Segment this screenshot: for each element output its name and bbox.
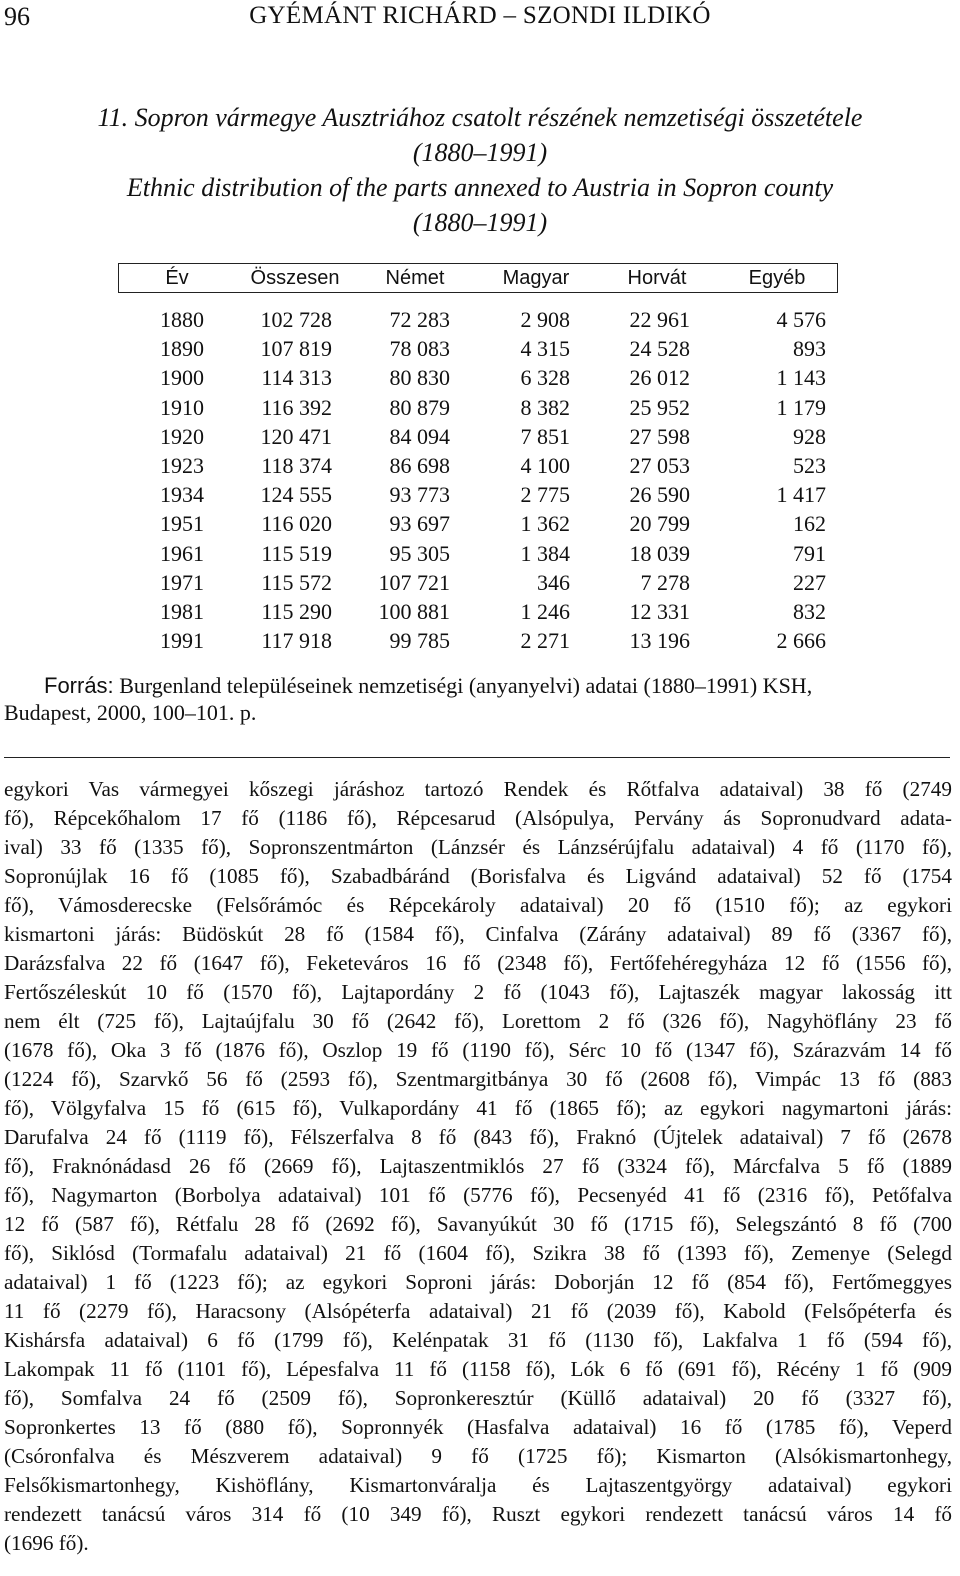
table-caption xyxy=(0,100,960,240)
table-cell: 1961 xyxy=(160,540,204,566)
table-cell: 95 305 xyxy=(389,540,450,566)
table-cell: 114 313 xyxy=(261,365,332,391)
table-row xyxy=(118,422,838,451)
table-cell: 72 283 xyxy=(389,307,450,332)
table-row xyxy=(118,480,838,509)
table-cell: 2 666 xyxy=(776,628,826,654)
table-cell: 1934 xyxy=(160,482,204,508)
source-label: Forrás: xyxy=(44,673,114,698)
table-cell: 1890 xyxy=(160,336,204,362)
body-text-line: fő), Fraknónádasd 26 fő (2669 fő), Lajtaszentmiklós 27 fő (3324 fő), Márcfalva 5 fő (1889 xyxy=(4,1154,952,1178)
table-cell: 4 576 xyxy=(776,307,826,332)
running-title: GYÉMÁNT RICHÁRD – SZONDI ILDIKÓ xyxy=(249,2,711,29)
table-cell: 1 417 xyxy=(776,482,826,508)
table-header-row xyxy=(118,263,838,293)
body-text-line: fő), Völgyfalva 15 fő (615 fő), Vulkapordány 41 fő (1865 fő); az egykori nagymartoni járás: xyxy=(4,1096,952,1120)
caption-line: (1880–1991) xyxy=(412,208,548,237)
table-cell: 13 196 xyxy=(629,628,690,654)
page-header xyxy=(0,0,960,40)
table-cell: 117 918 xyxy=(261,628,332,654)
table-cell: 102 728 xyxy=(260,307,332,332)
body-text-line: Felsőkismartonhegy, Kishöflány, Kismartonváralja és Lajtaszentgyörgy adataival) egykori xyxy=(4,1473,952,1497)
table-cell: 7 278 xyxy=(640,569,690,595)
table-row xyxy=(118,509,838,538)
table-cell: 162 xyxy=(793,511,826,537)
column-header-german: Német xyxy=(385,267,445,289)
table-cell: 6 328 xyxy=(520,365,570,391)
caption-line: Ethnic distribution of the parts annexed to Austria in Sopron county xyxy=(126,173,834,202)
body-text-line: fő), Somfalva 24 fő (2509 fő), Sopronkeresztúr (Küllő adataival) 20 fő (3327 fő), xyxy=(4,1386,952,1410)
table-row xyxy=(118,451,838,480)
table-cell: 115 519 xyxy=(261,540,332,566)
body-text-line: Darufalva 24 fő (1119 fő), Félszerfalva 8 fő (843 fő), Fraknó (Újtelek adataival) 7 fő (2678 xyxy=(4,1125,952,1149)
body-text-line: Fertőszéleskút 10 fő (1570 fő), Lajtapordány 2 fő (1043 fő), Lajtaszék magyar lakosság itt xyxy=(4,980,952,1004)
body-text-line: 11 fő (2279 fő), Haracsony (Alsópéterfa adataival) 21 fő (2039 fő), Kabold (Felsőpéterfa és xyxy=(4,1299,952,1323)
body-text-line: (Csóronfalva és Mészverem adataival) 9 fő (1725 fő); Kismarton (Alsókismartonhegy, xyxy=(4,1444,952,1468)
table-cell: 24 528 xyxy=(629,336,690,362)
table-row xyxy=(118,597,838,626)
table-cell: 8 382 xyxy=(520,394,570,420)
table-cell: 1 143 xyxy=(776,365,826,391)
table-cell: 1971 xyxy=(160,569,204,595)
table-cell: 227 xyxy=(793,569,826,595)
table-body xyxy=(118,305,838,655)
table-cell: 115 290 xyxy=(261,598,332,624)
table-cell: 893 xyxy=(793,336,826,362)
table-row xyxy=(118,305,838,334)
table-cell: 27 598 xyxy=(629,423,690,449)
body-text-line: Sopronkertes 13 fő (880 fő), Sopronnyék (Hasfalva adataival) 16 fő (1785 fő), Veperd xyxy=(4,1415,952,1439)
body-text-line: Kishársfa adataival) 6 fő (1799 fő), Kelénpatak 31 fő (1130 fő), Lakfalva 1 fő (594 fő), xyxy=(4,1328,952,1352)
table-cell: 116 020 xyxy=(261,511,332,537)
table-cell: 86 698 xyxy=(389,452,450,478)
body-text-line: fő), Nagymarton (Borbolya adataival) 101 fő (5776 fő), Pecsenyéd 41 fő (2316 fő), Petőfalva xyxy=(4,1183,952,1207)
source-text: Burgenland településeinek nemzetiségi (anyanyelvi) adatai (1880–1991) KSH, xyxy=(119,673,813,698)
table-cell: 2 775 xyxy=(520,482,570,508)
table-cell: 124 555 xyxy=(260,482,332,508)
body-text-line: fő), Siklósd (Tormafalu adataival) 21 fő (1604 fő), Szikra 38 fő (1393 fő), Zemenye (Selegd xyxy=(4,1241,952,1265)
table-cell: 346 xyxy=(537,569,570,595)
table-cell: 115 572 xyxy=(261,569,332,595)
table-cell: 1 179 xyxy=(776,394,826,420)
table-cell: 1910 xyxy=(160,394,204,420)
column-header-total: Összesen xyxy=(250,267,340,289)
body-text-line: egykori Vas vármegyei kőszegi járáshoz tartozó Rendek és Rőtfalva adataival) 38 fő (2749 xyxy=(4,777,952,801)
table-cell: 1951 xyxy=(160,511,204,537)
table-cell: 1920 xyxy=(160,423,204,449)
table-cell: 4 100 xyxy=(520,452,570,478)
table-cell: 116 392 xyxy=(261,394,332,420)
table-cell: 2 908 xyxy=(520,307,570,332)
table-cell: 84 094 xyxy=(389,423,450,449)
table-cell: 832 xyxy=(793,598,826,624)
table-row xyxy=(118,626,838,655)
table-cell: 1 384 xyxy=(520,540,570,566)
table-cell: 25 952 xyxy=(629,394,690,420)
table-cell: 1923 xyxy=(160,452,204,478)
column-header-year: Év xyxy=(165,267,189,289)
body-text-line: ival) 33 fő (1335 fő), Sopronszentmárton (Lánzsér és Lánzsérújfalu adataival) 4 fő (1170 fő), xyxy=(4,835,952,859)
table-cell: 99 785 xyxy=(389,628,450,654)
table-cell: 100 881 xyxy=(378,598,450,624)
table-cell: 1991 xyxy=(160,628,204,654)
table-cell: 20 799 xyxy=(629,511,690,537)
caption-line: 11. Sopron vármegye Ausztriához csatolt részének nemzetiségi összetétele xyxy=(97,103,863,132)
table-cell: 1900 xyxy=(160,365,204,391)
table-cell: 791 xyxy=(793,540,826,566)
body-text-line: fő), Vámosderecske (Felsőrámóc és Répcekároly adataival) 20 fő (1510 fő); az egykori xyxy=(4,893,952,917)
table-cell: 4 315 xyxy=(520,336,570,362)
page-number: 96 xyxy=(4,2,30,31)
body-text-line: (1696 fő). xyxy=(4,1531,89,1555)
table-cell: 1 246 xyxy=(520,598,570,624)
table-cell: 12 331 xyxy=(629,598,690,624)
table-cell: 928 xyxy=(793,423,826,449)
body-text-line: rendezett tanácsú város 314 fő (10 349 fő), Ruszt egykori rendezett tanácsú város 14 fő xyxy=(4,1502,952,1526)
body-text-line: (1678 fő), Oka 3 fő (1876 fő), Oszlop 19 fő (1190 fő), Sérc 10 fő (1347 fő), Szárazvám 14 fő xyxy=(4,1038,952,1062)
table-cell: 26 590 xyxy=(629,482,690,508)
body-text-line: kismartoni járás: Büdöskút 28 fő (1584 fő), Cinfalva (Zárány adataival) 89 fő (3367 fő), xyxy=(4,922,952,946)
footnote-divider xyxy=(4,757,950,758)
column-header-hungarian: Magyar xyxy=(502,267,570,289)
table-row xyxy=(118,568,838,597)
caption-line: (1880–1991) xyxy=(412,138,548,167)
table-row xyxy=(118,334,838,363)
table-cell: 1 362 xyxy=(520,511,570,537)
table-cell: 2 271 xyxy=(520,628,570,654)
body-text-line: Darázsfalva 22 fő (1647 fő), Feketeváros 16 fő (2348 fő), Fertőfehéregyháza 12 fő (1556 fő), xyxy=(4,951,952,975)
table-cell: 80 830 xyxy=(389,365,450,391)
table-cell: 78 083 xyxy=(389,336,450,362)
body-text-line: fő), Répcekőhalom 17 fő (1186 fő), Répcesarud (Alsópulya, Pervány ás Sopronudvard adata- xyxy=(4,806,952,830)
table-cell: 1880 xyxy=(160,307,204,332)
table-row xyxy=(118,539,838,568)
footnote-body xyxy=(4,775,952,1558)
body-text-line: (1224 fő), Szarvkő 56 fő (2593 fő), Szentmargitbánya 30 fő (2608 fő), Vimpác 13 fő (883 xyxy=(4,1067,952,1091)
body-text-line: Lakompak 11 fő (1101 fő), Lépesfalva 11 fő (1158 fő), Lók 6 fő (691 fő), Récény 1 fő (909 xyxy=(4,1357,952,1381)
table-cell: 26 012 xyxy=(629,365,690,391)
column-header-croatian: Horvát xyxy=(627,267,687,289)
table-cell: 80 879 xyxy=(389,394,450,420)
table-row xyxy=(118,363,838,392)
table-source-note xyxy=(4,672,952,726)
body-text-line: adataival) 1 fő (1223 fő); az egykori Soproni járás: Doborján 12 fő (854 fő), Fertőmeggyes xyxy=(4,1270,952,1294)
table-cell: 93 773 xyxy=(389,482,450,508)
body-text-line: nem élt (725 fő), Lajtaújfalu 30 fő (2642 fő), Lorettom 2 fő (326 fő), Nagyhöflány 23 fő xyxy=(4,1009,952,1033)
table-cell: 27 053 xyxy=(629,452,690,478)
table-cell: 18 039 xyxy=(629,540,690,566)
table-cell: 120 471 xyxy=(260,423,332,449)
table-cell: 7 851 xyxy=(520,423,570,449)
table-cell: 22 961 xyxy=(629,307,690,332)
table-cell: 107 721 xyxy=(378,569,450,595)
body-text-line: 12 fő (587 fő), Rétfalu 28 fő (2692 fő), Savanyúkút 30 fő (1715 fő), Selegszántó 8 fő (700 xyxy=(4,1212,952,1236)
body-text-line: Sopronújlak 16 fő (1085 fő), Szabadbáránd (Borisfalva és Ligvánd adataival) 52 fő (1754 xyxy=(4,864,952,888)
table-cell: 107 819 xyxy=(260,336,332,362)
table-cell: 1981 xyxy=(160,598,204,624)
table-cell: 93 697 xyxy=(389,511,450,537)
table-cell: 118 374 xyxy=(261,452,332,478)
column-header-other: Egyéb xyxy=(748,267,806,289)
source-text-cont: Budapest, 2000, 100–101. p. xyxy=(4,700,257,725)
table-row xyxy=(118,393,838,422)
table-cell: 523 xyxy=(793,452,826,478)
